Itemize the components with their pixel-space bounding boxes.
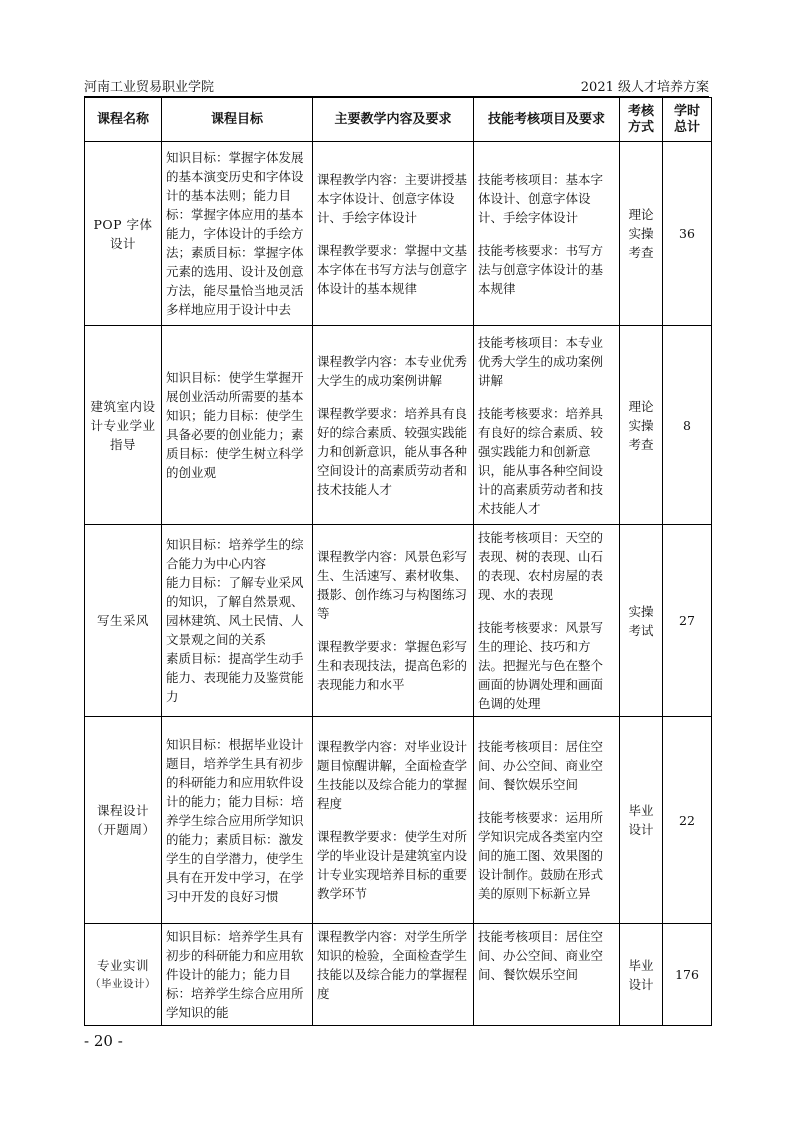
table-row	[85, 717, 712, 924]
assessment-method: 毕业设计	[620, 924, 663, 1026]
course-skills	[474, 142, 620, 326]
total-hours: 176	[663, 924, 712, 1026]
course-name-subtitle: （毕业设计）	[90, 977, 156, 990]
total-hours: 22	[663, 717, 712, 924]
col-header-hours-line2: 总计	[673, 119, 700, 135]
content-item: 课程教学内容：对学生所学知识的检验，全面检查学生技能以及综合能力的掌握程度	[317, 929, 468, 1001]
col-header-hours-line1: 学时	[673, 103, 700, 119]
col-header-method-line1: 考核	[627, 103, 654, 119]
assessment-method: 理论实操考查	[620, 142, 663, 326]
content-gap	[317, 813, 469, 827]
course-content	[313, 326, 474, 525]
skills-item: 技能考核项目：本专业优秀大学生的成功案例讲解	[478, 334, 604, 388]
col-header-goals: 课程目标	[162, 98, 313, 142]
skills-gap	[478, 794, 615, 808]
col-header-method-line2: 方式	[627, 119, 654, 135]
course-skills	[474, 717, 620, 924]
skills-requirement: 技能考核要求：书写方法与创意字体设计的基本规律	[478, 242, 604, 296]
course-skills	[474, 924, 620, 1026]
skills-gap	[478, 227, 615, 241]
skills-item: 技能考核项目：天空的表现、树的表现、山石的表现、农村房屋的表现、水的表现	[478, 530, 604, 602]
content-requirement: 课程教学要求：掌握中文基本字体在书写方法与创意字体设计的基本规律	[317, 242, 468, 296]
course-skills	[474, 326, 620, 525]
total-hours: 36	[663, 142, 712, 326]
course-content	[313, 717, 474, 924]
course-goals: 知识目标：培养学生的综合能力为中心内容 能力目标：了解专业采风的知识，了解自然景观、园林建筑、风土民情、人文景观之间的关系 素质目标：提高学生动手能力、表现能力及鉴赏能力	[162, 525, 313, 717]
course-name-text: 专业实训	[96, 957, 149, 973]
skills-gap	[478, 604, 615, 618]
course-content	[313, 525, 474, 717]
assessment-method: 毕业设计	[620, 717, 663, 924]
curriculum-table	[84, 97, 712, 1026]
skills-gap	[478, 390, 615, 404]
skills-item: 技能考核项目：基本字体设计、创意字体设计、手绘字体设计	[478, 171, 604, 225]
course-name-text: 建筑室内设计专业学业指导	[90, 398, 156, 452]
table-row	[85, 525, 712, 717]
content-item: 课程教学内容：风景色彩写生、生活速写、素材收集、摄影、创作练习与构图练习等	[317, 549, 468, 621]
course-content	[313, 924, 474, 1026]
col-header-hours	[663, 98, 712, 142]
col-header-name: 课程名称	[85, 98, 162, 142]
course-name	[85, 717, 162, 924]
course-content	[313, 142, 474, 326]
total-hours: 8	[663, 326, 712, 525]
plan-title: 2021 级人才培养方案	[580, 80, 709, 95]
content-item: 课程教学内容：主要讲授基本字体设计、创意字体设计、手绘字体设计	[317, 171, 468, 225]
skills-item: 技能考核项目：居住空间、办公空间、商业空间、餐饮娱乐空间	[478, 929, 604, 982]
content-requirement: 课程教学要求：培养具有良好的综合素质、较强实践能力和创新意识，能从事各种空间设计的高素质劳动者和技术技能人才	[317, 405, 468, 497]
table-row	[85, 924, 712, 1026]
skills-requirement: 技能考核要求：运用所学知识完成各类室内空间的施工图、效果图的设计制作。鼓励在形式美的原则下标新立异	[478, 810, 604, 901]
course-goals: 知识目标：培养学生具有初步的科研能力和应用软件设计的能力；能力目标：培养学生综合应用所学知识的能	[162, 924, 313, 1026]
course-goals: 知识目标：根据毕业设计题目，培养学生具有初步的科研能力和应用软件设计的能力；能力目标：培养学生综合应用所学知识的能力；素质目标：激发学生的自学潜力，使学生具有在开发中学习，在学习中开发的良好习惯	[162, 717, 313, 924]
total-hours: 27	[663, 525, 712, 717]
assessment-method: 理论实操考查	[620, 326, 663, 525]
course-name-subtitle: （开题周）	[90, 822, 156, 837]
content-item: 课程教学内容：本专业优秀大学生的成功案例讲解	[317, 353, 468, 388]
course-goals: 知识目标：掌握字体发展的基本演变历史和字体设计的基本法则；能力目标：掌握字体应用的基本能力，字体设计的手绘方法；素质目标：掌握字体元素的选用、设计及创意方法，能尽量恰当地灵活多样地应用于设计中去	[162, 142, 313, 326]
content-requirement: 课程教学要求：掌握色彩写生和表现技法，提高色彩的表现能力和水平	[317, 639, 468, 692]
skills-requirement: 技能考核要求：风景写生的理论、技巧和方法。把握光与色在整个画面的协调处理和画面色调的处理	[478, 620, 604, 711]
skills-requirement: 技能考核要求：培养具有良好的综合素质、较强实践能力和创新意识，能从事各种空间设计的高素质劳动者和技术技能人才	[478, 405, 604, 516]
course-name	[85, 142, 162, 326]
course-goals: 知识目标：使学生掌握开展创业活动所需要的基本知识；能力目标：使学生具备必要的创业能力；素质目标：使学生树立科学的创业观	[162, 326, 313, 525]
assessment-method: 实操考试	[620, 525, 663, 717]
page-number: - 20 -	[84, 1032, 123, 1050]
school-name: 河南工业贸易职业学院	[84, 80, 215, 95]
table-header-row	[85, 98, 712, 142]
course-name-text: 写生采风	[96, 613, 149, 628]
content-item: 课程教学内容：对毕业设计题目惊醒讲解，全面检查学生技能以及综合能力的掌握程度	[317, 739, 468, 811]
skills-item: 技能考核项目：居住空间、办公空间、商业空间、餐饮娱乐空间	[478, 739, 604, 792]
course-name	[85, 525, 162, 717]
col-header-method	[620, 98, 663, 142]
content-gap	[317, 390, 469, 404]
course-name	[85, 326, 162, 525]
col-header-content: 主要教学内容及要求	[313, 98, 474, 142]
course-skills	[474, 525, 620, 717]
content-gap	[317, 623, 469, 637]
page-header	[84, 76, 709, 97]
course-name	[85, 924, 162, 1026]
course-name-text: 课程设计	[96, 803, 149, 818]
col-header-skills: 技能考核项目及要求	[474, 98, 620, 142]
table-row	[85, 142, 712, 326]
table-row	[85, 326, 712, 525]
course-name-text: POP 字体设计	[93, 216, 153, 251]
content-requirement: 课程教学要求：使学生对所学的毕业设计是建筑室内设计专业实现培养目标的重要教学环节	[317, 829, 468, 901]
content-gap	[317, 227, 469, 241]
